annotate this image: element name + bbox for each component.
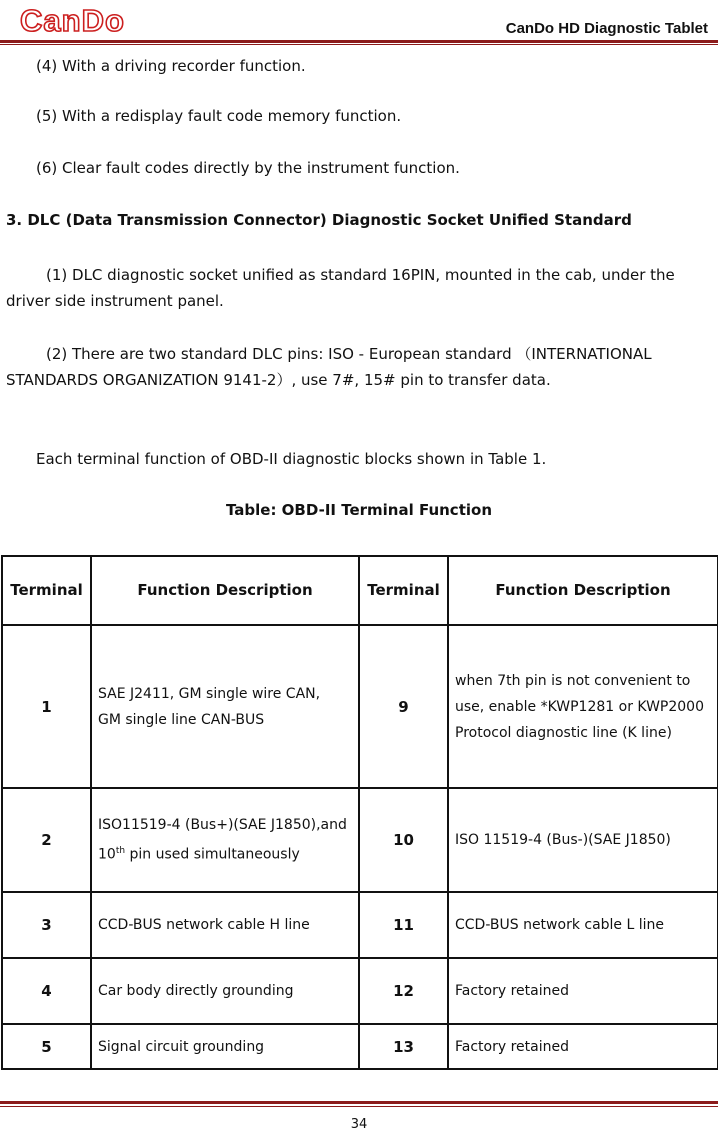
column-header-terminal: Terminal <box>2 556 91 625</box>
column-header-function: Function Description <box>91 556 359 625</box>
intro-paragraph: Each terminal function of OBD-II diagnostic blocks shown in Table 1. <box>36 450 547 468</box>
function-description <box>91 788 359 892</box>
function-description: Factory retained <box>448 958 718 1024</box>
table-row <box>2 1024 718 1069</box>
function-description: when 7th pin is not convenient to use, enable *KWP1281 or KWP2000 Protocol diagnostic line (K line) <box>448 625 718 788</box>
column-header-function: Function Description <box>448 556 718 625</box>
function-description: Factory retained <box>448 1024 718 1069</box>
terminal-number: 13 <box>359 1024 448 1069</box>
table-header-row <box>2 556 718 625</box>
footer-rule <box>0 1101 718 1104</box>
list-item-5: (5) With a redisplay fault code memory function. <box>36 107 402 125</box>
terminal-number: 10 <box>359 788 448 892</box>
function-description: CCD-BUS network cable L line <box>448 892 718 958</box>
header-rule <box>0 40 718 43</box>
terminal-number: 5 <box>2 1024 91 1069</box>
terminal-number: 1 <box>2 625 91 788</box>
terminal-number: 9 <box>359 625 448 788</box>
page-number: 34 <box>350 1117 368 1132</box>
function-description: CCD-BUS network cable H line <box>91 892 359 958</box>
column-header-terminal: Terminal <box>359 556 448 625</box>
description-text: ISO11519-4 (Bus+)(SAE J1850),and 10 <box>98 817 347 863</box>
list-item-4: (4) With a driving recorder function. <box>36 57 306 75</box>
terminal-function-table <box>1 555 718 1070</box>
table-caption: Table: OBD-II Terminal Function <box>225 501 492 519</box>
superscript: th <box>115 846 126 857</box>
table-row <box>2 892 718 958</box>
description-line: SAE J2411, GM single wire CAN, <box>98 685 321 702</box>
terminal-number: 12 <box>359 958 448 1024</box>
function-description: Car body directly grounding <box>91 958 359 1024</box>
terminal-number: 4 <box>2 958 91 1024</box>
page-header <box>0 0 718 48</box>
description-text: pin used simultaneously <box>125 846 300 863</box>
dlc-paragraph-2: (2) There are two standard DLC pins: ISO - European standard （INTERNATIONAL STANDARDS ORGANIZATION 9141-2）, use 7#, 15# pin to transfer data. <box>6 345 652 389</box>
description-line: GM single line CAN-BUS <box>98 711 265 728</box>
terminal-number: 2 <box>2 788 91 892</box>
list-item-6: (6) Clear fault codes directly by the instrument function. <box>36 159 460 177</box>
header-rule-thin <box>0 44 718 45</box>
table-row <box>2 958 718 1024</box>
function-description: ISO 11519-4 (Bus-)(SAE J1850) <box>448 788 718 892</box>
section-heading: 3. DLC (Data Transmission Connector) Diagnostic Socket Unified Standard <box>6 211 632 229</box>
function-description: Signal circuit grounding <box>91 1024 359 1069</box>
terminal-number: 3 <box>2 892 91 958</box>
function-description <box>91 625 359 788</box>
dlc-paragraph-1: (1) DLC diagnostic socket unified as standard 16PIN, mounted in the cab, under the driver side instrument panel. <box>6 266 675 310</box>
cando-logo <box>18 2 130 38</box>
table-row <box>2 625 718 788</box>
footer-rule-thin <box>0 1106 718 1107</box>
svg-text:CanDo: CanDo <box>20 3 125 38</box>
terminal-number: 11 <box>359 892 448 958</box>
table-row <box>2 788 718 892</box>
header-title: CanDo HD Diagnostic Tablet <box>505 20 708 37</box>
